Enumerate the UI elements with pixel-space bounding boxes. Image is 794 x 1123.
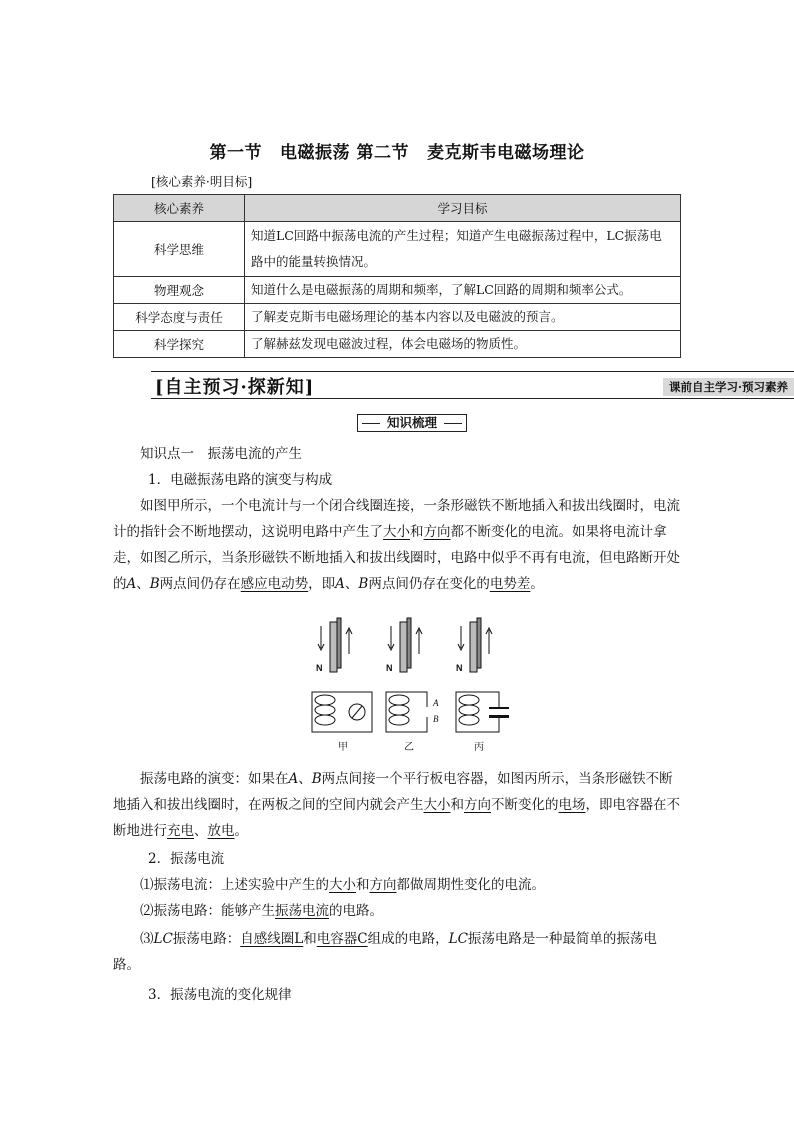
table-row <box>114 304 681 331</box>
table-row <box>114 277 681 304</box>
table-cell-goal: 了解赫兹发现电磁波过程，体会电磁场的物质性。 <box>245 331 681 358</box>
list-item-3: ⑶LC振荡电路：自感线圈L和电容器C组成的电路，LC振荡电路是一种最简单的振荡电路。 <box>113 931 657 973</box>
point-a-label: A <box>433 698 439 708</box>
capacitor-plate-bottom <box>489 715 509 718</box>
pole-label-b: N <box>386 663 393 673</box>
table-cell-literacy: 科学思维 <box>114 222 245 277</box>
point-b-label: B <box>433 714 439 724</box>
paragraph-1: 如图甲所示，一个电流计与一个闭合线圈连接，一条形磁铁不断地插入和拔出线圈时，电流计的指针会不断地摆动，这说明电路中产生了大小和方向都不断变化的电流。如果将电流计拿走，如图乙所示，当条形磁铁不断地插入和拔出线圈时，电路中似乎不再有电流，但电路断开处的A、B两点间仍存在感应电动势，即A、B两点间仍存在变化的电势差。 <box>113 498 680 592</box>
knowledge-summary-label <box>357 414 467 432</box>
table-row <box>114 222 681 277</box>
oscillation-circuit-figure <box>303 612 523 756</box>
title-part1: 第一节 <box>209 143 263 163</box>
banner-subtitle: 课前自主学习·预习素养 <box>663 378 794 396</box>
coil-a <box>312 692 372 732</box>
table-cell-goal: 知道LC回路中振荡电流的产生过程；知道产生电磁振荡过程中，LC振荡电路中的能量转换情况。 <box>245 222 681 277</box>
goals-table <box>113 194 681 358</box>
table-header-literacy: 核心素养 <box>114 195 245 222</box>
table-row <box>114 331 681 358</box>
table-cell-literacy: 科学态度与责任 <box>114 304 245 331</box>
title-part2: 电磁振荡 <box>280 143 351 163</box>
pole-label-a: N <box>316 663 323 673</box>
knowledge-point-heading: 知识点一 振荡电流的产生 <box>140 446 302 462</box>
magnet-a <box>318 618 352 672</box>
table-header-goal: 学习目标 <box>245 195 681 222</box>
magnet-b <box>388 618 422 672</box>
capacitor-plate-top <box>489 707 509 709</box>
subheading-2: 2．振荡电流 <box>148 851 225 867</box>
table-cell-goal: 了解麦克斯韦电磁场理论的基本内容以及电磁波的预言。 <box>245 304 681 331</box>
table-header-row <box>114 195 681 222</box>
table-cell-literacy: 科学探究 <box>114 331 245 358</box>
caption-jia: 甲 <box>338 742 348 753</box>
table-cell-goal: 知道什么是电磁振荡的周期和频率，了解LC回路的周期和频率公式。 <box>245 277 681 304</box>
core-literacy-tag: [核心素养·明目标] <box>151 174 253 189</box>
coil-c <box>456 692 499 732</box>
magnet-c <box>458 618 492 672</box>
subheading-3: 3．振荡电流的变化规律 <box>148 987 292 1003</box>
banner-title: [自主预习·探新知] <box>155 377 315 398</box>
list-item-1: ⑴振荡电流：上述实验中产生的大小和方向都做周期性变化的电流。 <box>140 877 545 893</box>
list-item-2: ⑵振荡电路：能够产生振荡电流的电路。 <box>140 903 383 919</box>
subheading-1: 1．电磁振荡电路的演变与构成 <box>148 472 333 488</box>
paragraph-2: 振荡电路的演变：如果在A、B两点间接一个平行板电容器，如图丙所示，当条形磁铁不断地插入和拔出线圈时，在两板之间的空间内就会产生大小和方向不断变化的电场，即电容器在不断地进行充电、放电。 <box>113 771 680 839</box>
knowledge-summary-text: 知识梳理 <box>380 416 444 430</box>
page-title <box>0 138 794 163</box>
coil-b <box>386 692 427 732</box>
title-part4: 麦克斯韦电磁场理论 <box>426 143 585 163</box>
title-part3: 第二节 <box>356 143 409 163</box>
table-cell-literacy: 物理观念 <box>114 277 245 304</box>
caption-yi: 乙 <box>404 742 414 753</box>
section-banner <box>151 371 794 399</box>
caption-bing: 丙 <box>474 742 484 753</box>
pole-label-c: N <box>456 663 463 673</box>
